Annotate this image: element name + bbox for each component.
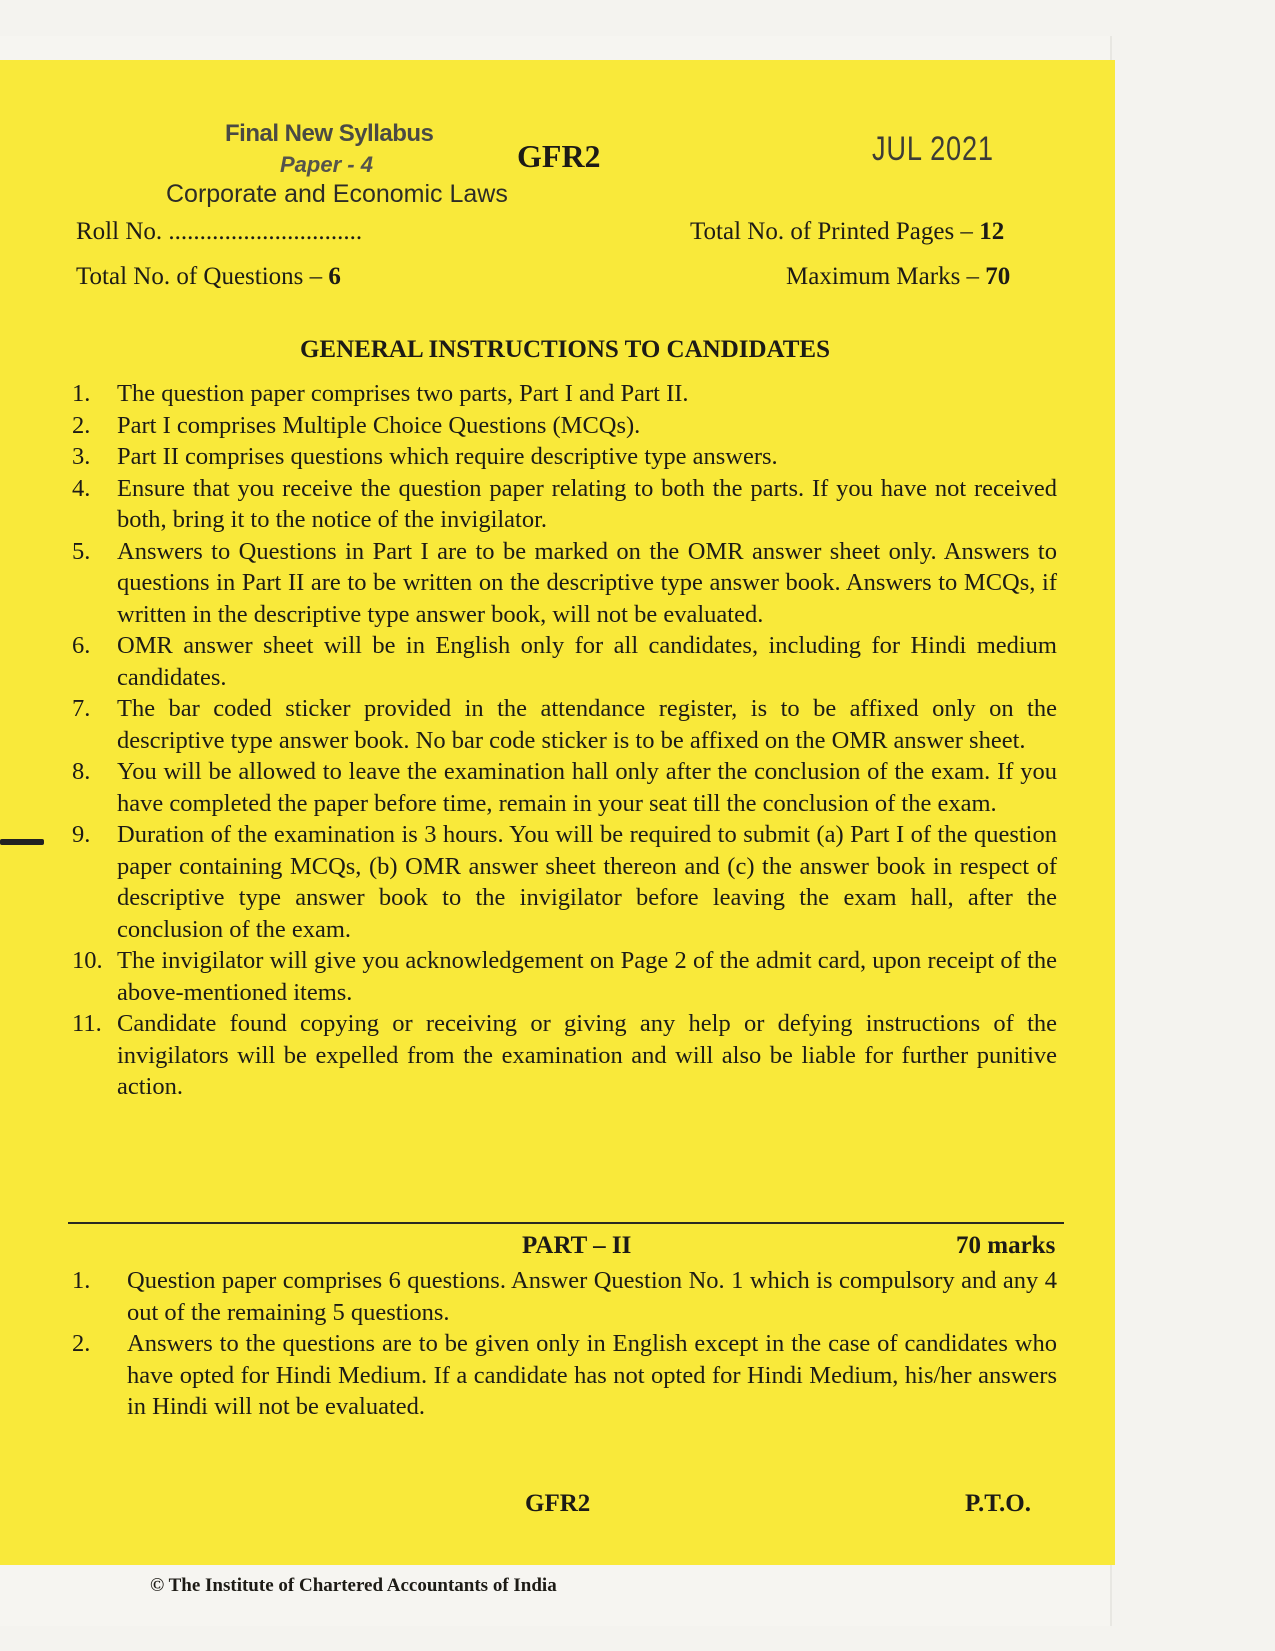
total-questions-label: Total No. of Questions – — [76, 263, 329, 290]
please-turn-over: P.T.O. — [965, 1490, 1031, 1517]
paper-number-stamp: Paper - 4 — [280, 152, 373, 177]
instructions-heading: GENERAL INSTRUCTIONS TO CANDIDATES — [299, 336, 830, 363]
date-stamp: JUL 2021 — [872, 130, 994, 168]
instruction-item: 8. You will be allowed to leave the examination hall only after the conclusion of the exam. If you have completed the paper before time, remain in your seat till the conclusion of the exam. — [72, 758, 1057, 817]
instruction-item: 6. OMR answer sheet will be in English only for all candidates, including for Hindi medium candidates. — [72, 632, 1057, 691]
margin-mark — [0, 839, 44, 845]
part-two-instructions — [72, 1265, 1057, 1423]
copyright-notice: © The Institute of Chartered Accountants of India — [150, 1575, 557, 1596]
total-questions — [76, 263, 341, 291]
subject-title: Corporate and Economic Laws — [166, 180, 508, 208]
total-questions-value: 6 — [328, 263, 341, 290]
part-two-marks: 70 marks — [956, 1232, 1056, 1259]
instruction-item: 10. The invigilator will give you acknowledgement on Page 2 of the admit card, upon receipt of the above-mentioned items. — [72, 947, 1057, 1006]
part-two-item: 1. Question paper comprises 6 questions. Answer Question No. 1 which is compulsory and any 4 out of the remaining 5 questions. — [72, 1267, 1057, 1326]
printed-pages-value: 12 — [979, 218, 1005, 245]
part-two-item: 2. Answers to the questions are to be given only in English except in the case of candidates who have opted for Hindi Medium. If a candidate has not opted for Hindi Medium, his/her answers in Hindi will not be evaluated. — [72, 1330, 1057, 1420]
instruction-item: 11. Candidate found copying or receiving or giving any help or defying instructions of the invigilators will be expelled from the examination and will also be liable for further punitive action. — [72, 1010, 1057, 1100]
instruction-item: 7. The bar coded sticker provided in the attendance register, is to be affixed only on the descriptive type answer book. No bar code sticker is to be affixed on the OMR answer sheet. — [72, 695, 1057, 754]
printed-pages-label: Total No. of Printed Pages – — [690, 218, 980, 245]
part-two-title: PART – II — [522, 1232, 632, 1259]
instruction-item: 4. Ensure that you receive the question paper relating to both the parts. If you have not received both, bring it to the notice of the invigilator. — [72, 474, 1057, 533]
syllabus-stamp: Final New Syllabus — [225, 120, 434, 147]
roll-number-field: Roll No. ............................... — [76, 218, 363, 245]
maximum-marks — [786, 263, 1010, 291]
instruction-item: 5. Answers to Questions in Part I are to be marked on the OMR answer sheet only. Answers to questions in Part II are to be written on the descriptive type answer book. Answers to MCQs, if written in the descriptive type answer book, will not be evaluated. — [72, 537, 1057, 628]
instruction-item: 3. Part II comprises questions which require descriptive type answers. — [72, 443, 778, 470]
paper-code: GFR2 — [517, 138, 601, 174]
maximum-marks-value: 70 — [985, 263, 1011, 290]
instruction-item: 2. Part I comprises Multiple Choice Questions (MCQs). — [72, 411, 641, 439]
footer-paper-code: GFR2 — [525, 1490, 591, 1517]
section-divider — [68, 1222, 1064, 1224]
instructions-list — [72, 378, 1057, 1103]
printed-pages — [690, 218, 1004, 246]
maximum-marks-label: Maximum Marks – — [786, 263, 986, 290]
instruction-item: 1. The question paper comprises two parts, Part I and Part II. — [72, 380, 689, 407]
instruction-item: 9. Duration of the examination is 3 hours. You will be required to submit (a) Part I of the question paper containing MCQs, (b) OMR answer sheet thereon and (c) the answer book in respect of descriptive type answer book to the invigilator before leaving the exam hall, after the conclusion of the exam. — [72, 821, 1057, 943]
